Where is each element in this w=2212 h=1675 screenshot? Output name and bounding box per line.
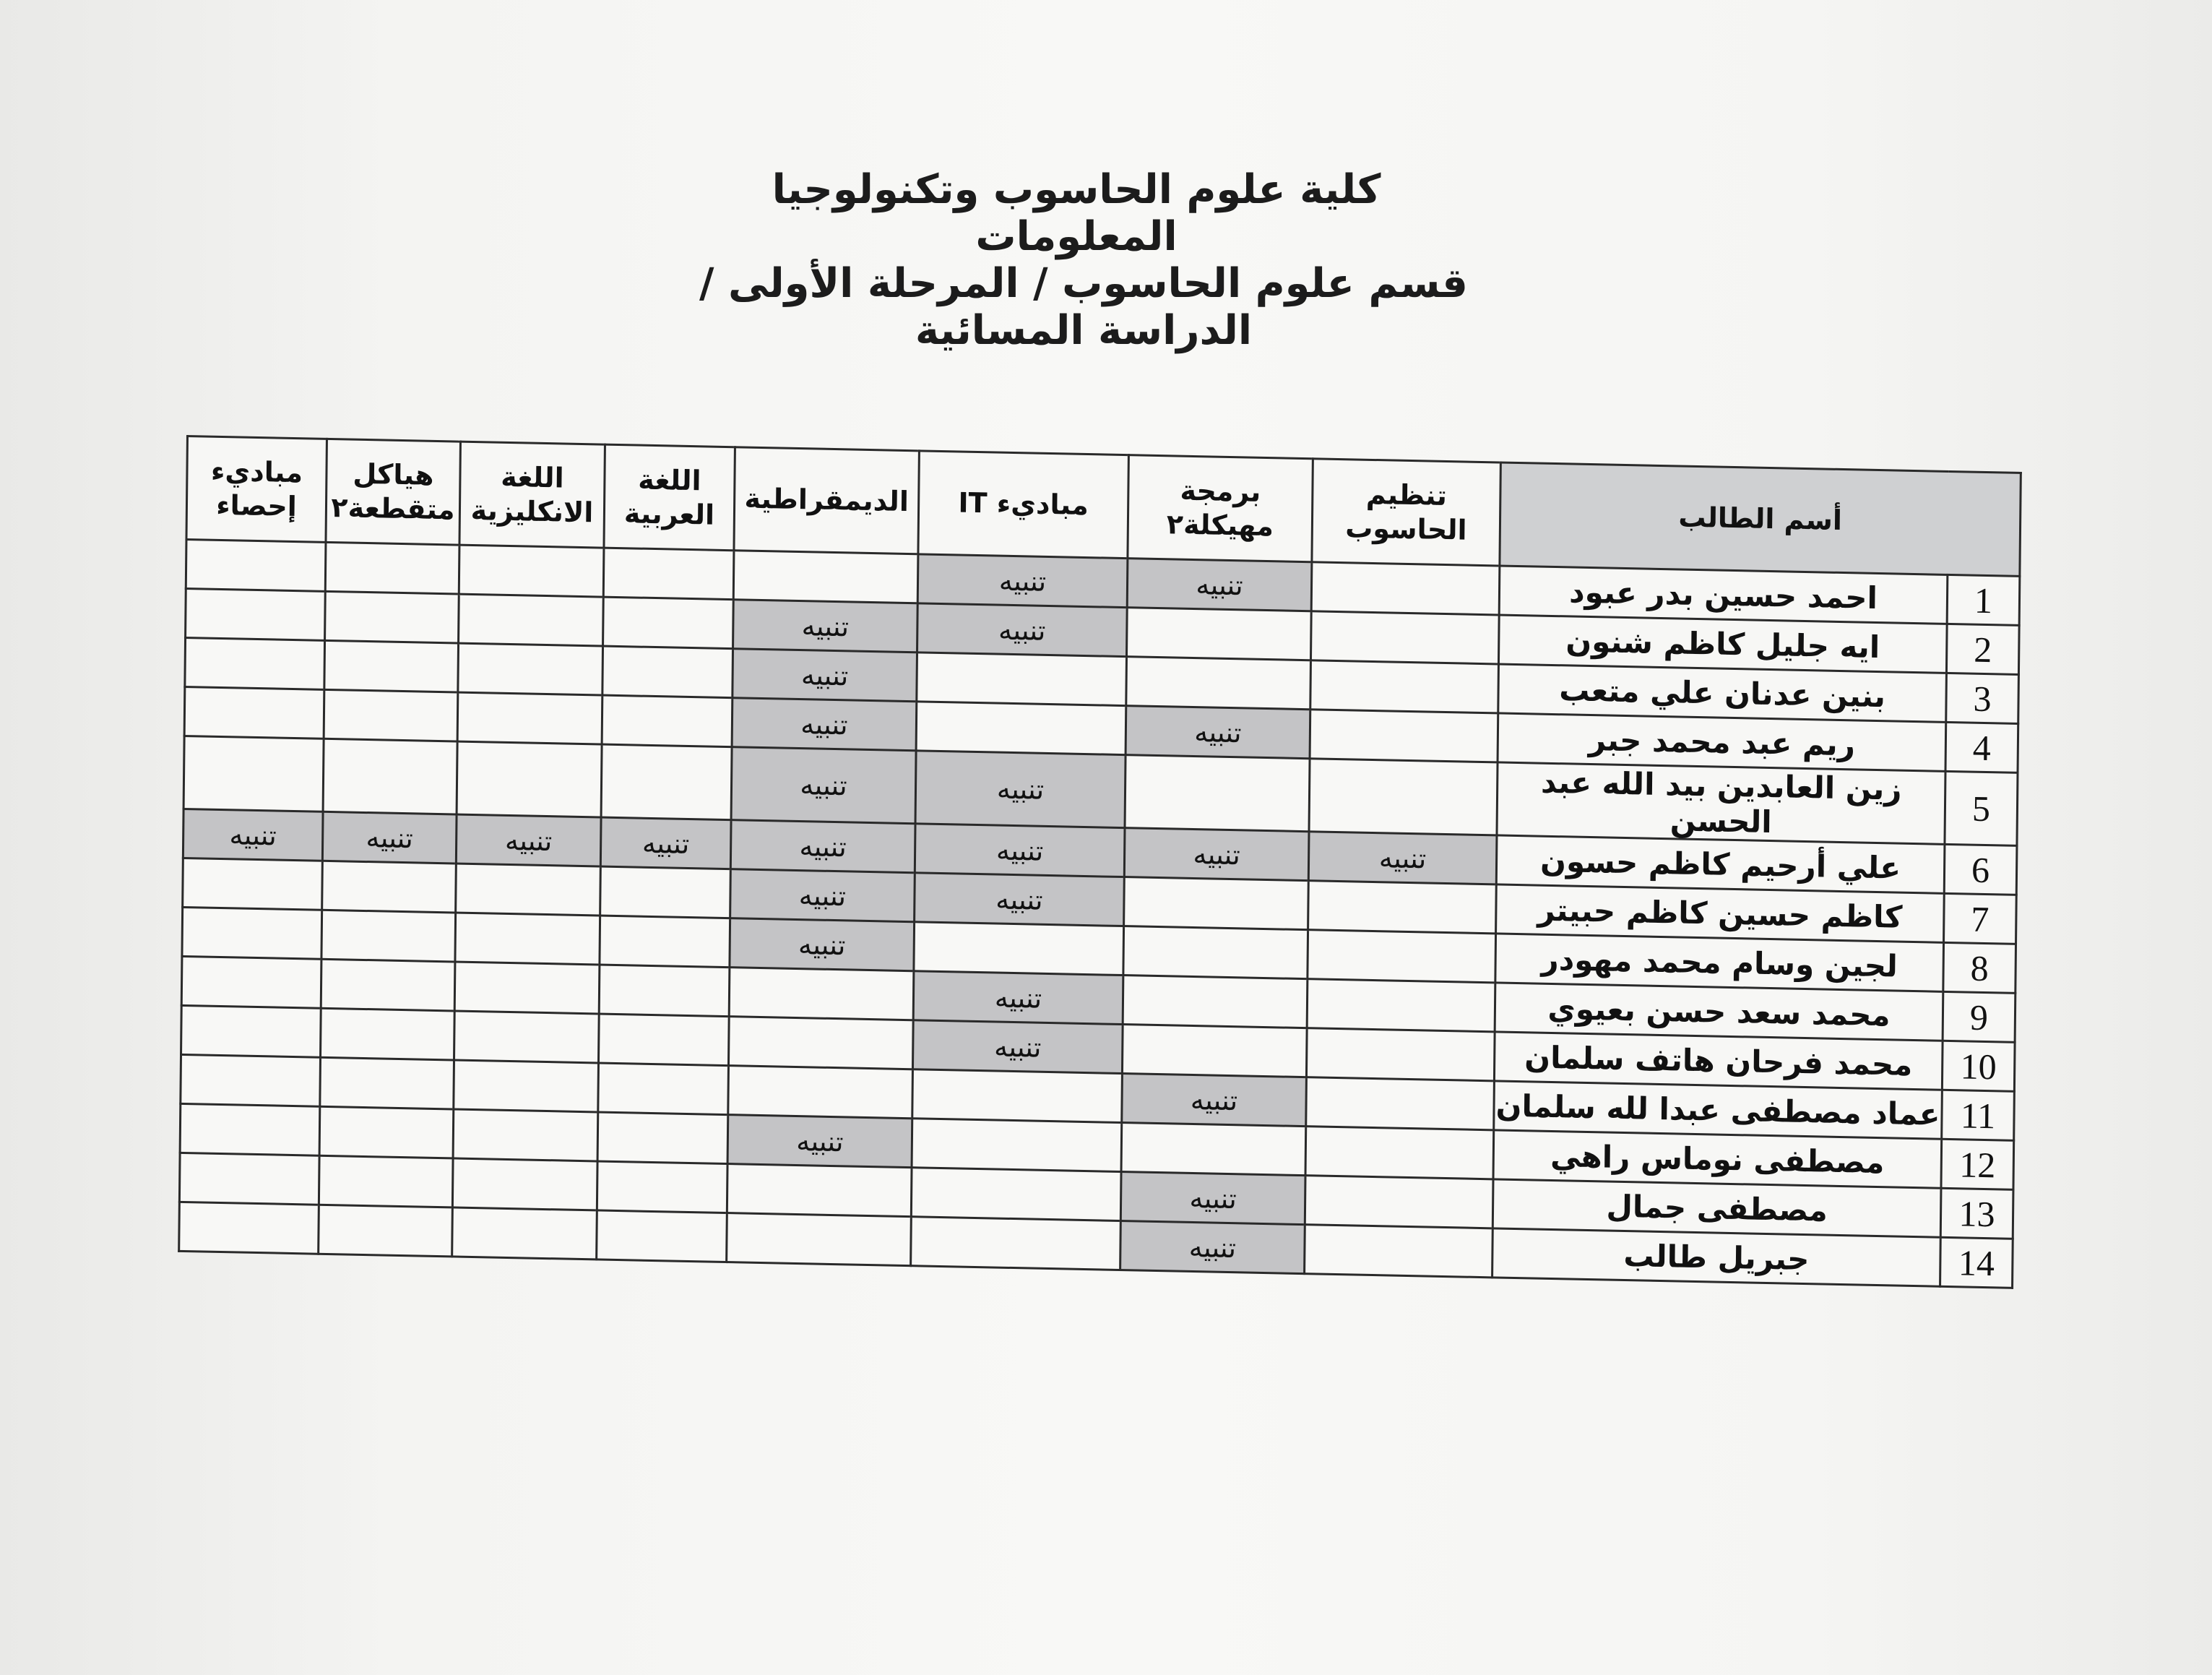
empty-cell [597, 1210, 727, 1262]
row-number: 11 [1942, 1090, 2015, 1140]
row-number: 7 [1944, 893, 2017, 944]
empty-cell [914, 922, 1124, 976]
empty-cell [598, 1063, 729, 1115]
empty-cell [1126, 608, 1311, 660]
empty-cell [180, 1103, 320, 1155]
empty-cell [1123, 926, 1308, 979]
empty-cell [603, 548, 734, 600]
empty-cell [181, 956, 321, 1008]
empty-cell [186, 588, 326, 640]
empty-cell [455, 913, 600, 965]
warning-cell: تنبيه [1308, 832, 1497, 884]
warning-cell: تنبيه [456, 814, 601, 866]
empty-cell [597, 1161, 727, 1213]
empty-cell [459, 545, 604, 597]
student-name: محمد فرحان هاتف سلمان [1494, 1032, 1943, 1090]
empty-cell [600, 916, 730, 968]
empty-cell [452, 1207, 597, 1260]
warning-cell: تنبيه [1120, 1172, 1305, 1225]
empty-cell [184, 686, 324, 739]
empty-cell [183, 736, 324, 811]
empty-cell [181, 1054, 321, 1106]
row-number: 8 [1943, 942, 2016, 993]
warning-cell: تنبيه [732, 698, 917, 751]
document-title: كلية علوم الحاسوب وتكنولوجيا المعلومات [772, 166, 1381, 260]
warning-cell: تنبيه [915, 751, 1126, 828]
grades-table [178, 435, 2022, 1289]
empty-cell [912, 1119, 1122, 1172]
warning-cell: تنبيه [915, 824, 1125, 877]
empty-cell [457, 692, 602, 744]
empty-cell [319, 1106, 454, 1158]
warning-cell: تنبيه [733, 600, 918, 653]
row-number: 6 [1944, 844, 2017, 895]
column-header: اللغة العربية [604, 444, 735, 551]
row-number: 9 [1943, 991, 2016, 1042]
student-name-header: أسم الطالب [1500, 462, 2021, 576]
empty-cell [320, 1057, 454, 1109]
empty-cell [321, 959, 455, 1011]
empty-cell [600, 866, 731, 918]
empty-cell [1305, 1176, 1493, 1228]
empty-cell [1310, 710, 1498, 762]
column-header: اللغة الانكليزية [459, 442, 605, 548]
student-name: محمد سعد حسن بعيوي [1495, 983, 1943, 1041]
empty-cell [183, 858, 323, 910]
warning-cell: تنبيه [731, 747, 916, 824]
student-name: زين العابدين بيد الله عبد الحسن [1497, 762, 1945, 844]
empty-cell [324, 689, 458, 741]
empty-cell [1309, 759, 1498, 835]
student-name: مصطفى نوماس راهي [1493, 1130, 1942, 1188]
column-header: مباديء إحصاء [186, 436, 327, 543]
empty-cell [911, 1168, 1121, 1221]
empty-cell [1311, 562, 1500, 615]
row-number: 3 [1946, 673, 2019, 723]
student-name: احمد حسين بدر عبود [1499, 566, 1948, 624]
empty-cell [728, 1017, 913, 1069]
empty-cell [1308, 930, 1496, 983]
empty-cell [1124, 877, 1309, 930]
column-header: هياكل متقطعة٢ [326, 439, 460, 545]
empty-cell [1310, 611, 1499, 664]
warning-cell: تنبيه [730, 820, 915, 873]
empty-cell [458, 643, 603, 695]
empty-cell [1305, 1225, 1493, 1278]
empty-cell [322, 861, 457, 913]
student-name: ايه جليل كاظم شنون [1498, 615, 1947, 673]
row-number: 12 [1941, 1139, 2014, 1189]
student-name: لجين وسام محمد مهودر [1495, 934, 1944, 991]
empty-cell [1305, 1127, 1494, 1179]
empty-cell [453, 1109, 598, 1161]
warning-cell: تنبيه [1124, 828, 1309, 881]
column-header: تنظيم الحاسوب [1312, 459, 1500, 566]
empty-cell [319, 1155, 453, 1207]
empty-cell [599, 965, 730, 1017]
empty-cell [325, 542, 459, 594]
empty-cell [728, 1066, 913, 1119]
table-body [179, 540, 2020, 1288]
row-number: 1 [1947, 574, 2020, 625]
warning-cell: تنبيه [183, 809, 323, 861]
empty-cell [457, 741, 602, 817]
empty-cell [1310, 660, 1499, 713]
empty-cell [1121, 1123, 1306, 1176]
student-name: بنين عدنان علي متعب [1498, 664, 1947, 722]
empty-cell [459, 594, 604, 646]
column-header: الديمقراطية [734, 447, 919, 554]
student-name: جبريل طالب [1492, 1228, 1941, 1286]
empty-cell [602, 646, 733, 698]
student-name: علي أرحيم كاظم حسون [1496, 835, 1945, 893]
empty-cell [1307, 979, 1495, 1032]
empty-cell [324, 640, 459, 692]
empty-cell [325, 591, 459, 643]
row-number: 2 [1946, 624, 2019, 674]
empty-cell [1306, 1077, 1495, 1130]
empty-cell [916, 702, 1126, 755]
warning-cell: تنبيه [730, 869, 915, 922]
warning-cell: تنبيه [322, 811, 457, 864]
row-number: 10 [1942, 1041, 2015, 1091]
empty-cell [1126, 657, 1311, 710]
student-name: ريم عبد محمد جبر [1498, 713, 1946, 771]
warning-cell: تنبيه [913, 971, 1123, 1025]
empty-cell [603, 597, 734, 649]
empty-cell [729, 968, 914, 1020]
empty-cell [1306, 1028, 1495, 1081]
row-number: 5 [1945, 771, 2018, 845]
warning-cell: تنبيه [1120, 1221, 1305, 1274]
column-header: مباديء IT [918, 451, 1128, 559]
empty-cell [452, 1158, 597, 1210]
empty-cell [1122, 1025, 1307, 1077]
empty-cell [601, 744, 732, 820]
empty-cell [602, 695, 733, 747]
empty-cell [727, 1213, 912, 1266]
empty-cell [456, 864, 601, 916]
empty-cell [727, 1164, 912, 1217]
warning-cell: تنبيه [1122, 1074, 1307, 1127]
empty-cell [182, 907, 322, 959]
student-name: كاظم حسين كاظم حبيتر [1496, 884, 1945, 942]
column-header: برمجة مهيكلة٢ [1128, 455, 1313, 562]
warning-cell: تنبيه [733, 649, 917, 702]
warning-cell: تنبيه [917, 603, 1128, 657]
empty-cell [733, 551, 918, 603]
row-number: 14 [1940, 1237, 2013, 1288]
empty-cell [917, 653, 1127, 706]
empty-cell [598, 1014, 729, 1066]
empty-cell [597, 1112, 728, 1164]
warning-cell: تنبيه [727, 1115, 912, 1168]
empty-cell [1125, 755, 1310, 832]
empty-cell [186, 540, 326, 592]
empty-cell [179, 1153, 319, 1205]
empty-cell [185, 637, 325, 689]
empty-cell [319, 1205, 453, 1257]
warning-cell: تنبيه [1127, 559, 1312, 611]
grades-table-container [178, 435, 2019, 1283]
row-number: 13 [1940, 1188, 2013, 1239]
warning-cell: تنبيه [915, 873, 1125, 926]
empty-cell [323, 739, 457, 814]
empty-cell [454, 1060, 599, 1112]
empty-cell [912, 1069, 1123, 1123]
warning-cell: تنبيه [1126, 706, 1310, 759]
warning-cell: تنبيه [730, 918, 915, 971]
document-subtitle: قسم علوم الحاسوب / المرحلة الأولى / الدراسة المسائية [699, 260, 1468, 354]
warning-cell: تنبيه [912, 1020, 1123, 1074]
student-name: عماد مصطفى عبدا لله سلمان [1494, 1081, 1943, 1139]
empty-cell [321, 910, 456, 962]
empty-cell [179, 1202, 319, 1254]
empty-cell [1308, 881, 1497, 934]
empty-cell [454, 1011, 599, 1063]
row-number: 4 [1945, 722, 2018, 772]
empty-cell [454, 962, 600, 1014]
empty-cell [321, 1008, 455, 1060]
empty-cell [181, 1005, 321, 1057]
warning-cell: تنبيه [600, 817, 731, 869]
empty-cell [1123, 976, 1308, 1028]
student-name: مصطفى جمال [1492, 1179, 1941, 1237]
warning-cell: تنبيه [917, 554, 1128, 608]
empty-cell [911, 1217, 1121, 1270]
